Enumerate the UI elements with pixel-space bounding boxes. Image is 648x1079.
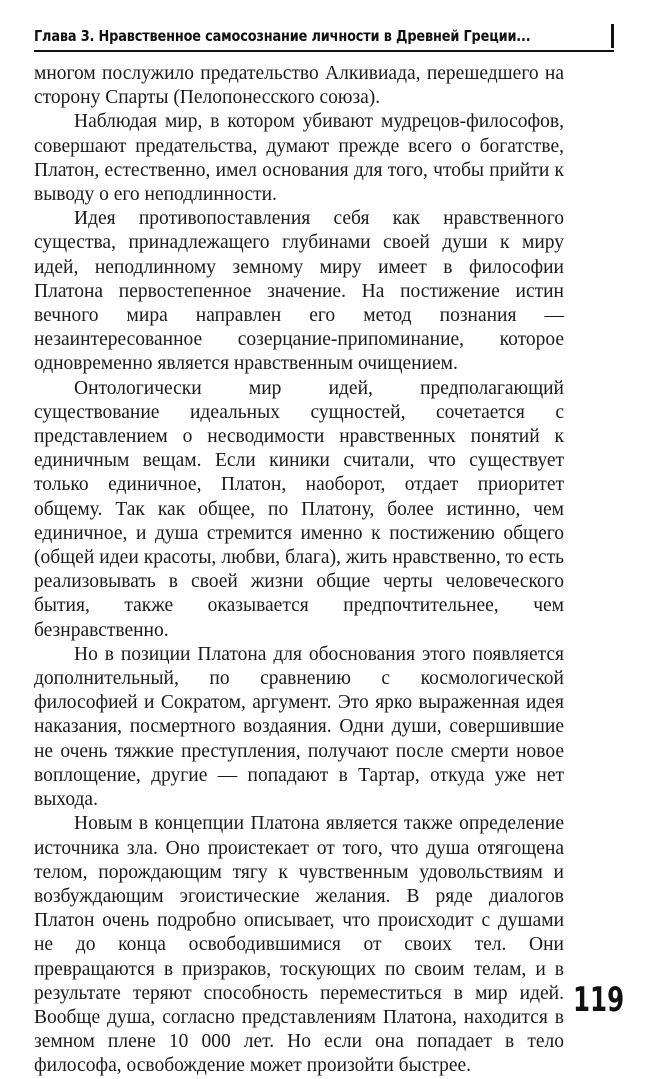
paragraph-continuation: многом послужило предательство Алкивиада, перешедшего на сторону Спарты (Пелопонесского союза). (34, 63, 564, 109)
running-head-title: Глава 3. Нравственное самосознание личности в Древней Греции... (34, 27, 531, 45)
body-text (34, 62, 564, 1079)
paragraph: Новым в концепции Платона является также определение источника зла. Оно проистекает от того, что душа отягощена телом, порождающим тягу к чувственным удовольствиям и возбуждающим эгоистические желания. В ряде диалогов Платон очень подробно описывает, что происходит с душами не до конца освободившимися от своих тел. Они превращаются в призраков, тоскующих по своим телам, и в результате теряют способность переместиться в мир идей. Вообще душа, согласно представлениям Платона, находится в земном плене 10 000 лет. Но если она попадает в тело философа, освобождение может произойти быстрее. (34, 813, 564, 1077)
paragraph: Онтологически мир идей, предполагающий существование идеальных сущностей, сочетается с представлением о несводимости нравственных понятий к единичным вещам. Если киники считали, что существует только единичное, Платон, наоборот, отдает приоритет общему. Так как общее, по Платону, более истинно, чем единичное, и душа стремится именно к постижению общего (общей идеи красоты, любви, блага), жить нравственно, то есть реализовывать в своей жизни общие черты человеческого бытия, также оказывается предпочтительнее, чем безнравственно. (34, 377, 564, 641)
running-head (34, 22, 614, 50)
running-head-bar (611, 24, 614, 48)
paragraph: Наблюдая мир, в котором убивают мудрецов-философов, совершают предательства, думают прежде всего о богатстве, Платон, естественно, имел основания для того, чтобы прийти к выводу о его неподлинности. (34, 111, 564, 206)
page-number: 119 (573, 980, 625, 1020)
header-rule (34, 50, 614, 52)
paragraph: Идея противопоставления себя как нравственного существа, принадлежащего глубинами своей души к миру идей, неподлинному земному миру имеет в философии Платона первостепенное значение. На постижение истин вечного мира направлен его метод познания — незаинтересованное созерцание-припоминание, которое одновременно является нравственным очищением. (34, 208, 564, 375)
paragraph: Но в позиции Платона для обоснования этого появляется дополнительный, по сравнению с космологической философией и Сократом, аргумент. Это ярко выраженная идея наказания, посмертного воздаяния. Одни души, совершившие не очень тяжкие преступления, получают после смерти новое воплощение, другие — попадают в Тартар, откуда уже нет выхода. (34, 643, 564, 811)
